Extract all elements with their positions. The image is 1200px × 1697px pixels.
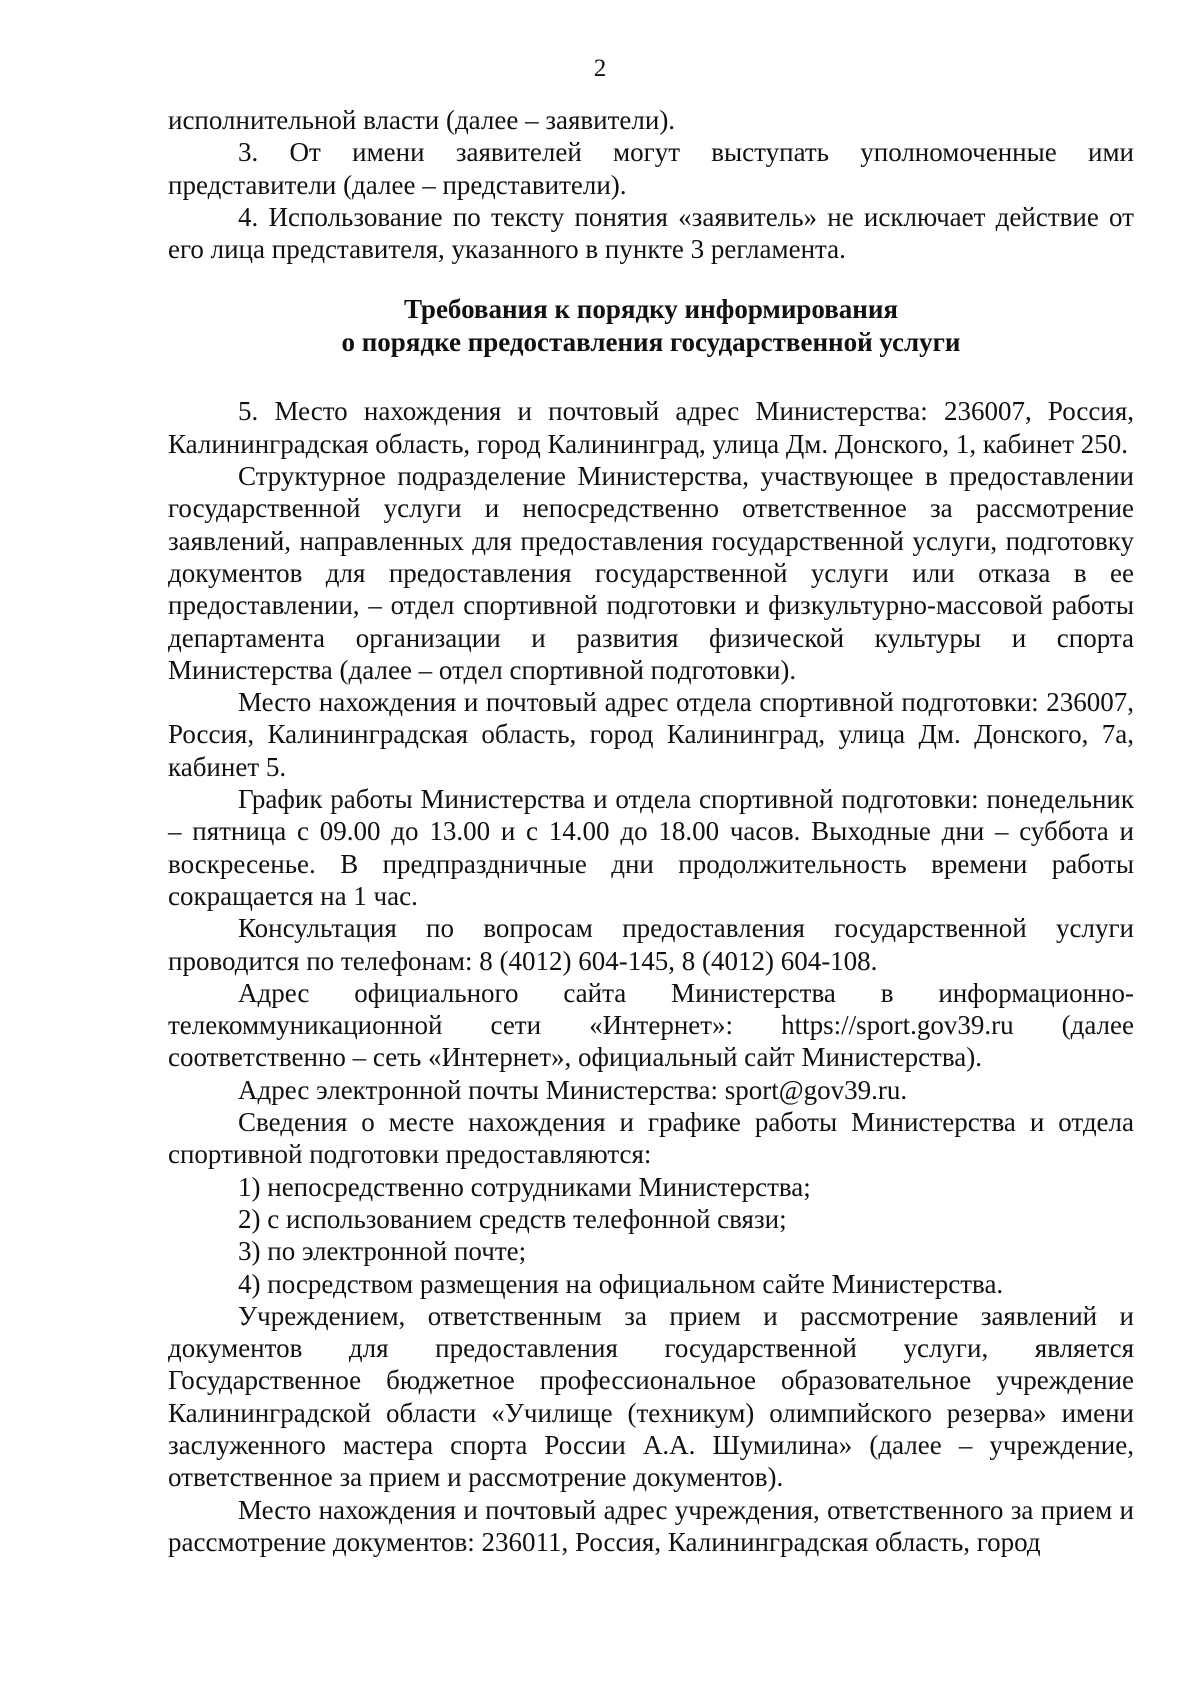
section-heading — [168, 293, 1134, 359]
list-item-3: 3) по электронной почте; — [238, 1236, 527, 1267]
paragraph-responsible-institution: Учреждением, ответственным за прием и рассмотрение заявлений и документов для предоставления государственной услуги, является Государственное бюджетное профессиональное образовательное учреждение Калининградской области «Училище (техникум) олимпийского резерва» имени заслуженного мастера спорта России А.А. Шумилина» (далее – учреждение, ответственное за прием и рассмотрение документов). — [168, 1300, 1134, 1493]
list-item-1: 1) непосредственно сотрудниками Министерства; — [238, 1171, 811, 1202]
paragraph-item-4: 4. Использование по тексту понятия «заявитель» не исключает действие от его лица представителя, указанного в пункте 3 регламента. — [168, 201, 1134, 265]
paragraph-consultation-phones: Консультация по вопросам предоставления государственной услуги проводится по телефонам: 8 (4012) 604-145, 8 (4012) 604-108. — [168, 913, 1134, 976]
paragraph-unit-address: Место нахождения и почтовый адрес отдела спортивной подготовки: 236007, Россия, Калининградская область, город Калининград, улица Дм. Донского, 7а, кабинет 5. — [168, 687, 1134, 782]
page-number: 2 — [593, 55, 607, 82]
paragraph-email: Адрес электронной почты Министерства: sport@gov39.ru. — [238, 1074, 908, 1105]
paragraph-structural-unit: Структурное подразделение Министерства, участвующее в предоставлении государственной услуги и непосредственно ответственное за рассмотрение заявлений, направленных для предоставления государственной услуги, подготовку документов для предоставления государственной услуги или отказа в ее предоставлении, – отдел спортивной подготовки и физкультурно-массовой работы департамента организации и развития физической культуры и спорта Министерства (далее – отдел спортивной подготовки). — [168, 461, 1134, 685]
paragraph-website: Адрес официального сайта Министерства в информационно-телекоммуникационной сети «Интернет»: https://sport.gov39.ru (далее соответственно – сеть «Интернет», официальный сайт Министерства). — [168, 977, 1134, 1073]
section-heading-line-2: о порядке предоставления государственной услуги — [341, 327, 961, 358]
paragraph-continuation: исполнительной власти (далее – заявители). — [168, 105, 676, 135]
paragraph-item-5: 5. Место нахождения и почтовый адрес Министерства: 236007, Россия, Калининградская область, город Калининград, улица Дм. Донского, 1, кабинет 250. — [168, 396, 1134, 459]
paragraph-item-3: 3. От имени заявителей могут выступать уполномоченные ими представители (далее – представители). — [168, 137, 1134, 200]
paragraph-info-provided: Сведения о месте нахождения и графике работы Министерства и отдела спортивной подготовки предоставляются: — [168, 1107, 1134, 1170]
document-body — [168, 104, 1134, 1558]
list-item-4: 4) посредством размещения на официальном сайте Министерства. — [238, 1268, 1004, 1299]
list-item-2: 2) с использованием средств телефонной связи; — [238, 1203, 787, 1234]
paragraph-institution-address: Место нахождения и почтовый адрес учреждения, ответственного за прием и рассмотрение документов: 236011, Россия, Калининградская область, город — [168, 1494, 1134, 1557]
section-heading-line-1: Требования к порядку информирования — [403, 294, 899, 325]
paragraph-work-schedule: График работы Министерства и отдела спортивной подготовки: понедельник – пятница с 09.00 до 13.00 и с 14.00 до 18.00 часов. Выходные дни – суббота и воскресенье. В предпраздничные дни продолжительность времени работы сокращается на 1 час. — [168, 784, 1134, 911]
